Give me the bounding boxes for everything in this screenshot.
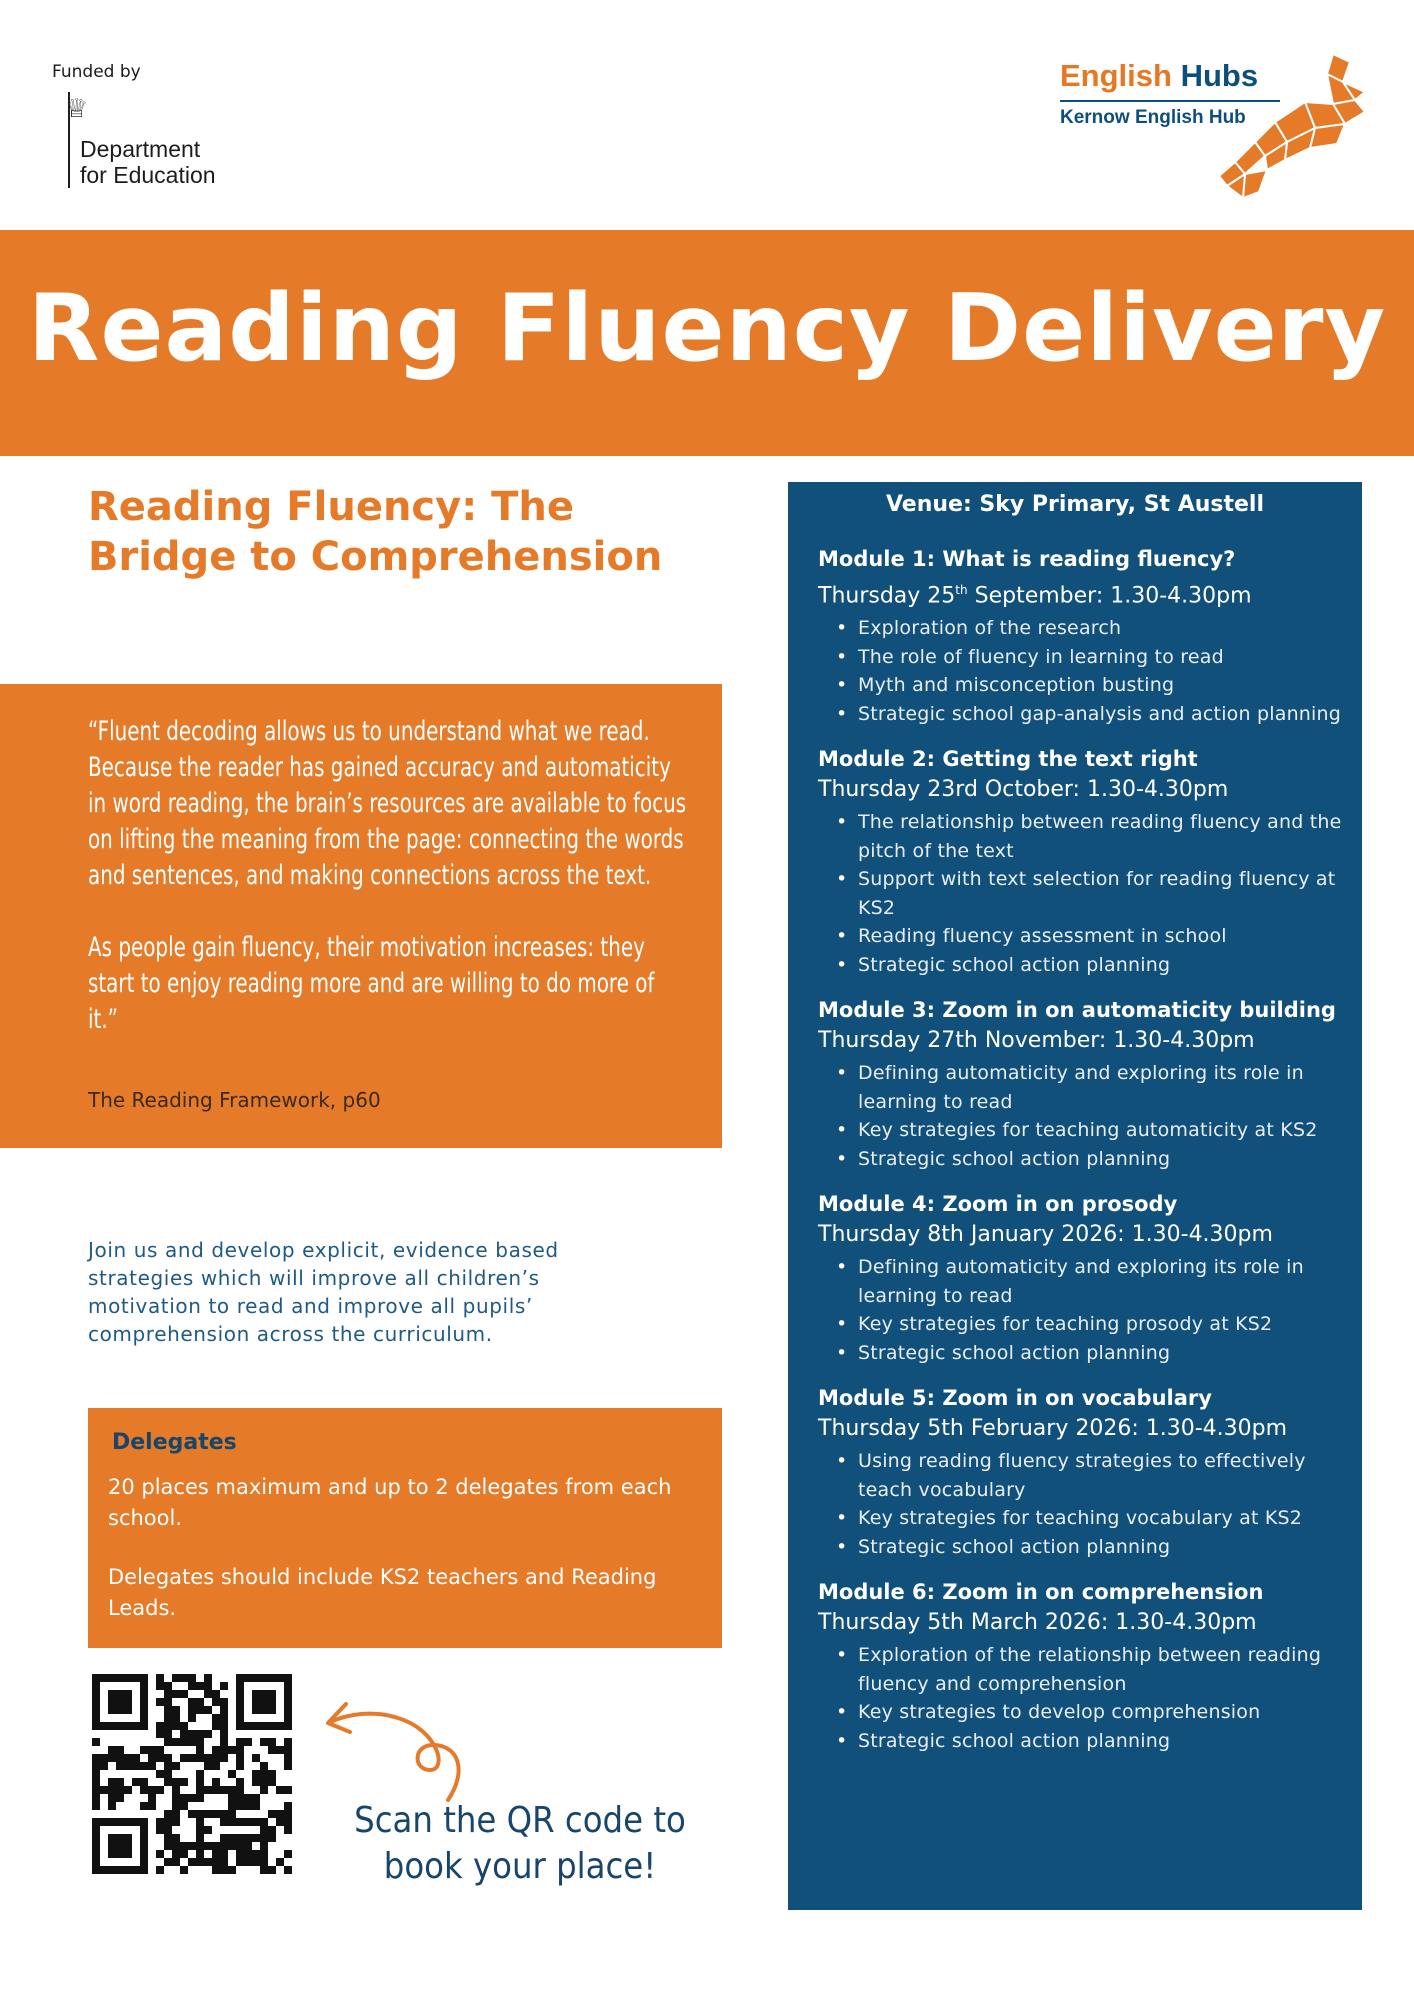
list-item: • Exploration of the relationship between reading fluency and comprehension [858,1641,1348,1698]
module-bullets [818,1641,1348,1755]
module-date: Thursday 23rd October: 1.30-4.30pm [818,777,1229,803]
dfe-line-2: for Education [80,162,216,188]
module-date: Thursday 5th March 2026: 1.30-4.30pm [818,1610,1257,1636]
module-title: Module 5: Zoom in on vocabulary [818,1386,1212,1411]
list-item: • Strategic school gap-analysis and action planning [858,700,1348,729]
delegates-text [108,1472,698,1652]
date-part: September: 1.30-4.30pm [967,583,1252,609]
list-item: • The relationship between reading fluency and the pitch of the text [858,808,1348,865]
list-item: • Strategic school action planning [858,1727,1348,1756]
delegates-paragraph-2: Delegates should include KS2 teachers and Reading Leads. [108,1565,657,1620]
module-title: Module 4: Zoom in on prosody [818,1192,1178,1217]
list-item: • Defining automaticity and exploring its role in learning to read [858,1253,1348,1310]
date-suffix: th [955,583,968,597]
quote-text [88,714,687,1074]
qr-code[interactable] [92,1674,292,1874]
module-2 [818,744,1348,979]
module-3 [818,995,1348,1173]
list-item: • The role of fluency in learning to read [858,643,1348,672]
quote-source: The Reading Framework, p60 [88,1088,381,1112]
modules-list [818,544,1348,1771]
page-title: Reading Fluency Delivery [27,274,1387,382]
list-item: • Strategic school action planning [858,951,1348,980]
scan-qr-text: Scan the QR code to book your place! [354,1800,686,1887]
dfe-line-1: Department [80,136,201,162]
quote-box [0,684,722,1148]
list-item: • Key strategies for teaching automaticity at KS2 [858,1116,1348,1145]
dfe-logo [52,92,242,192]
module-date: Thursday 27th November: 1.30-4.30pm [818,1028,1255,1054]
list-item: • Exploration of the research [858,614,1348,643]
module-title: Module 2: Getting the text right [818,747,1198,772]
cornwall-map-icon [1215,52,1375,202]
quote-paragraph-1: “Fluent decoding allows us to understand what we read. Because the reader has gained accuracy and automaticity in word reading, the brain’s resources are available to focus on lifting the meaning from the page: connecting the words and sentences, and making connections across the text. [88,716,687,891]
module-title: Module 6: Zoom in on comprehension [818,1580,1264,1605]
list-item: • Strategic school action planning [858,1339,1348,1368]
module-bullets [818,808,1348,979]
module-6 [818,1577,1348,1755]
quote-paragraph-2: As people gain fluency, their motivation increases: they start to enjoy reading more and are willing to do more of it.” [88,932,655,1035]
subtitle: Reading Fluency: The Bridge to Comprehension [88,484,663,580]
delegates-heading: Delegates [112,1430,237,1455]
list-item: • Strategic school action planning [858,1533,1348,1562]
list-item: • Key strategies for teaching vocabulary at KS2 [858,1504,1348,1533]
join-text: Join us and develop explicit, evidence based strategies which will improve all children’s motivation to read and improve all pupils’ comprehension across the curriculum. [88,1238,559,1346]
module-date [818,574,1348,612]
venue-label: Venue: Sky Primary, St Austell [885,492,1265,517]
module-date: Thursday 5th February 2026: 1.30-4.30pm [818,1416,1288,1442]
delegates-box [88,1408,722,1648]
list-item: • Key strategies to develop comprehension [858,1698,1348,1727]
list-item: • Reading fluency assessment in school [858,922,1348,951]
modules-panel [788,482,1362,1910]
module-bullets [818,1253,1348,1367]
dfe-logo-text [80,136,216,188]
list-item: • Using reading fluency strategies to effectively teach vocabulary [858,1447,1348,1504]
list-item: • Defining automaticity and exploring its role in learning to read [858,1059,1348,1116]
list-item: • Strategic school action planning [858,1145,1348,1174]
module-bullets [818,1059,1348,1173]
list-item: • Myth and misconception busting [858,671,1348,700]
module-1 [818,544,1348,728]
hub-word-hubs: Hubs [1180,58,1259,93]
module-title: Module 3: Zoom in on automaticity building [818,998,1336,1023]
delegates-paragraph-1: 20 places maximum and up to 2 delegates from each school. [108,1475,672,1530]
kernow-hub-label: Kernow English Hub [1060,107,1246,128]
royal-crest-icon: ♕ [65,94,89,124]
module-title: Module 1: What is reading fluency? [818,547,1236,571]
module-4 [818,1189,1348,1367]
module-bullets [818,1447,1348,1561]
module-date: Thursday 8th January 2026: 1.30-4.30pm [818,1222,1273,1248]
title-banner [0,230,1414,456]
module-5 [818,1383,1348,1561]
curved-arrow-icon [318,1690,468,1810]
hub-word-english: English [1060,58,1172,93]
module-bullets [818,614,1348,728]
list-item: • Key strategies for teaching prosody at KS2 [858,1310,1348,1339]
funded-by-label: Funded by [52,62,141,82]
date-part: Thursday 25 [818,583,956,609]
list-item: • Support with text selection for reading fluency at KS2 [858,865,1348,922]
